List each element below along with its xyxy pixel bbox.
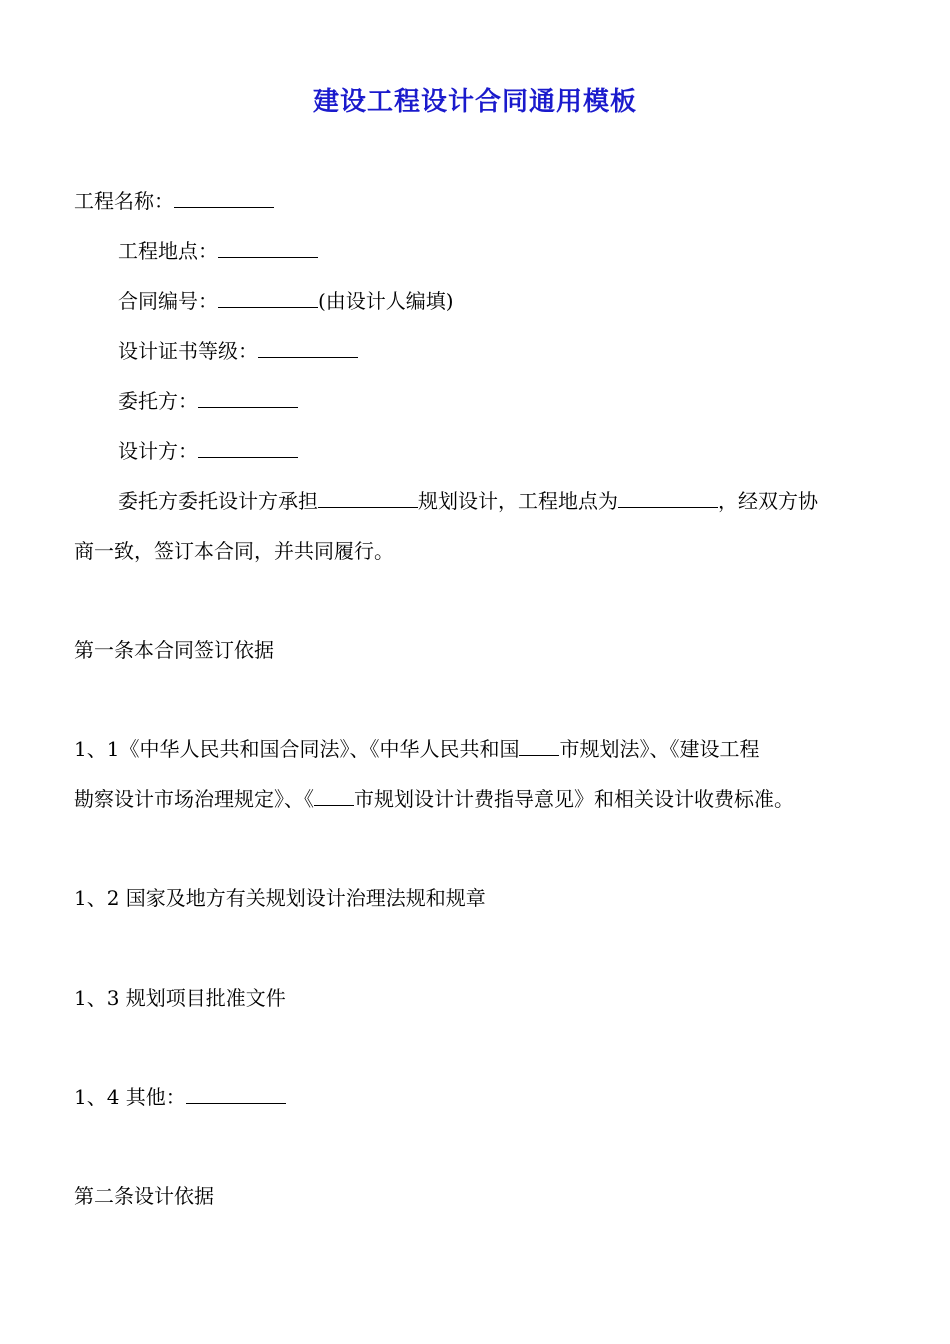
field-client [118, 387, 298, 415]
fill-blank [218, 289, 318, 308]
article1-item1-line1 [74, 735, 759, 763]
intro-paragraph-line1 [118, 487, 818, 515]
article1-item4 [74, 1083, 286, 1111]
fill-blank [519, 737, 559, 756]
article1-item2: 1、2 国家及地方有关规划设计治理法规和规章 [74, 886, 486, 910]
fill-blank [618, 489, 718, 508]
item-text: 1、1《中华人民共和国合同法》、《中华人民共和国 [74, 737, 520, 761]
field-certificate-level [118, 337, 358, 365]
field-contract-number [118, 287, 454, 315]
fill-blank [198, 389, 298, 408]
article2-heading: 第二条设计依据 [74, 1184, 214, 1208]
fill-blank [314, 787, 354, 806]
fill-blank [318, 489, 418, 508]
intro-paragraph-line2: 商一致，签订本合同，并共同履行。 [74, 539, 394, 563]
article1-item1-line2 [74, 785, 794, 813]
document-title: 建设工程设计合同通用模板 [312, 87, 637, 117]
field-label: 设计证书等级： [118, 339, 258, 363]
field-label: 工程地点： [118, 239, 218, 263]
fill-blank [174, 189, 274, 208]
item-text: 勘察设计市场治理规定》、《 [74, 787, 314, 811]
fill-blank [218, 239, 318, 258]
item-text: 市规划设计计费指导意见》和相关设计收费标准。 [354, 787, 794, 811]
field-project-location [118, 237, 318, 265]
field-label: 工程名称： [74, 189, 174, 213]
article1-item3: 1、3 规划项目批准文件 [74, 986, 286, 1010]
intro-text: ，经双方协 [718, 489, 818, 513]
fill-blank [198, 439, 298, 458]
fill-blank [186, 1085, 286, 1104]
field-label: 合同编号： [118, 289, 218, 313]
field-designer [118, 437, 298, 465]
intro-text: 规划设计，工程地点为 [418, 489, 618, 513]
item-text: 市规划法》、《建设工程 [559, 737, 760, 761]
item-text: 1、4 其他： [74, 1085, 186, 1109]
field-project-name [74, 187, 274, 215]
article1-heading: 第一条本合同签订依据 [74, 638, 274, 662]
field-label: 设计方： [118, 439, 198, 463]
field-label: 委托方： [118, 389, 198, 413]
field-note: (由设计人编填) [318, 289, 454, 313]
intro-text: 委托方委托设计方承担 [118, 489, 318, 513]
fill-blank [258, 339, 358, 358]
